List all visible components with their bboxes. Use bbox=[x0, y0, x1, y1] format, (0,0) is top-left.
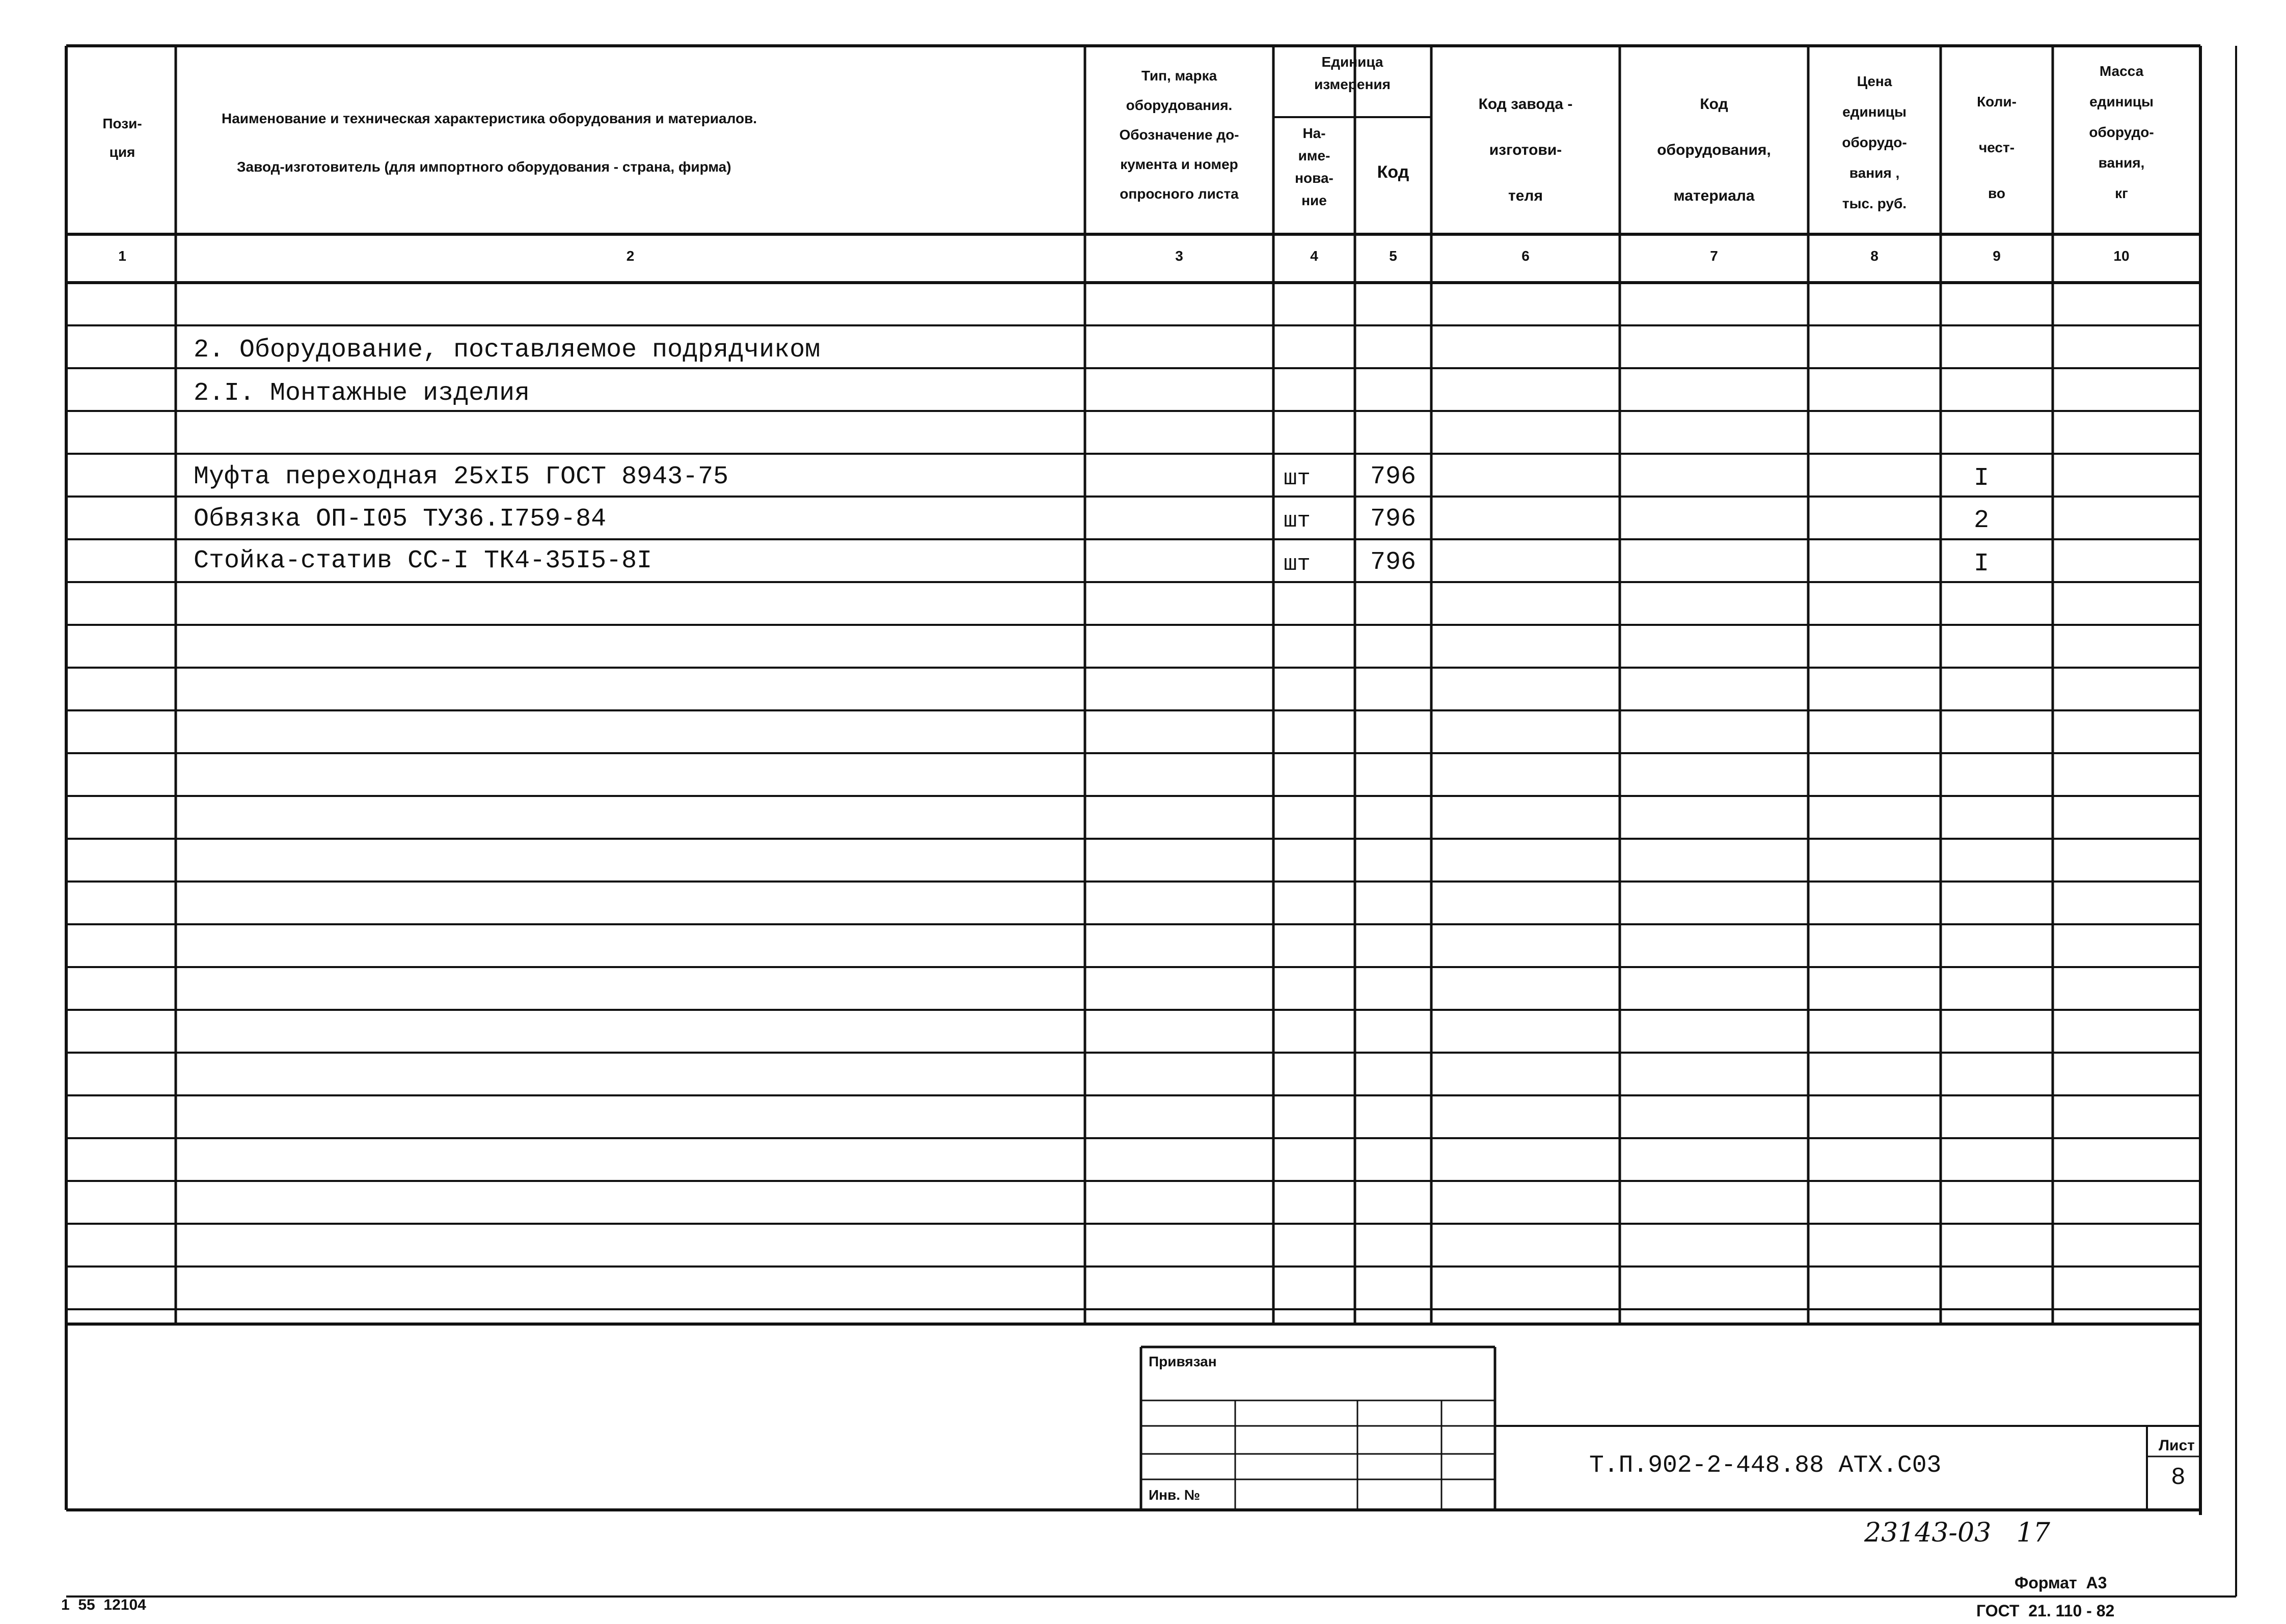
row-5-code: 796 bbox=[1370, 462, 1417, 491]
header-mass: Масса единицы оборудо- вания, кг bbox=[2089, 63, 2154, 201]
row-7-qty: I bbox=[1974, 549, 1990, 579]
footer-left-code: 1 55 12104 bbox=[61, 1597, 146, 1613]
column-number-10: 10 bbox=[2113, 248, 2130, 264]
handwritten-number: 23143-03 17 bbox=[1864, 1518, 2050, 1548]
row-6-code: 796 bbox=[1370, 505, 1417, 534]
gost-label: ГОСТ 21. 110 - 82 bbox=[1976, 1602, 2115, 1620]
header-position: Пози- ция bbox=[102, 116, 142, 160]
row-7-name: Стойка-статив СС-I ТК4-35I5-8I bbox=[194, 546, 652, 575]
row-6-qty: 2 bbox=[1974, 506, 1990, 535]
sheet-number: 8 bbox=[2171, 1464, 2186, 1492]
row-7-unit: шт bbox=[1284, 552, 1311, 577]
header-unit-group: Единица измерения bbox=[1314, 54, 1391, 92]
header-unit-name: На- име- нова- ние bbox=[1295, 125, 1334, 208]
column-number-3: 3 bbox=[1175, 248, 1183, 264]
row-5-unit: шт bbox=[1284, 466, 1311, 491]
row-6-name: Обвязка ОП-I05 ТУ36.I759-84 bbox=[194, 505, 607, 534]
column-number-2: 2 bbox=[626, 248, 635, 264]
row-3-name: 2.I. Монтажные изделия bbox=[194, 379, 530, 408]
column-number-7: 7 bbox=[1710, 248, 1718, 264]
column-number-4: 4 bbox=[1310, 248, 1318, 264]
header-quantity: Коли- чест- во bbox=[1977, 94, 2017, 201]
header-equipment-code: Код оборудования, материала bbox=[1657, 96, 1771, 204]
column-number-1: 1 bbox=[118, 248, 126, 264]
column-number-9: 9 bbox=[1993, 248, 2001, 264]
document-code: Т.П.902-2-448.88 АТХ.С03 bbox=[1589, 1452, 1942, 1479]
header-type: Тип, марка оборудования. Обозначение до- кумента и номер опросного листа bbox=[1119, 68, 1239, 202]
column-number-5: 5 bbox=[1389, 248, 1397, 264]
stamp-inventory-label: Инв. № bbox=[1149, 1487, 1201, 1503]
header-price: Цена единицы оборудо- вания , тыс. руб. bbox=[1842, 73, 1907, 211]
column-number-6: 6 bbox=[1521, 248, 1530, 264]
row-6-unit: шт bbox=[1284, 508, 1311, 534]
format-label: Формат А3 bbox=[2015, 1574, 2107, 1592]
sheet-label: Лист bbox=[2159, 1437, 2195, 1454]
header-manufacturer-code: Код завода - изготови- теля bbox=[1478, 96, 1573, 204]
stamp-bound-label: Привязан bbox=[1149, 1354, 1217, 1369]
header-name: Наименование и техническая характеристика оборудования и материалов. Завод-изготовитель (для импортного оборудования - страна, фирма) bbox=[222, 111, 757, 175]
row-7-code: 796 bbox=[1370, 548, 1417, 577]
row-2-name: 2. Оборудование, поставляемое подрядчиком bbox=[194, 336, 821, 365]
column-number-8: 8 bbox=[1870, 248, 1879, 264]
row-5-qty: I bbox=[1974, 464, 1990, 493]
header-unit-code: Код bbox=[1377, 162, 1409, 182]
row-5-name: Муфта переходная 25хI5 ГОСТ 8943-75 bbox=[194, 462, 729, 491]
